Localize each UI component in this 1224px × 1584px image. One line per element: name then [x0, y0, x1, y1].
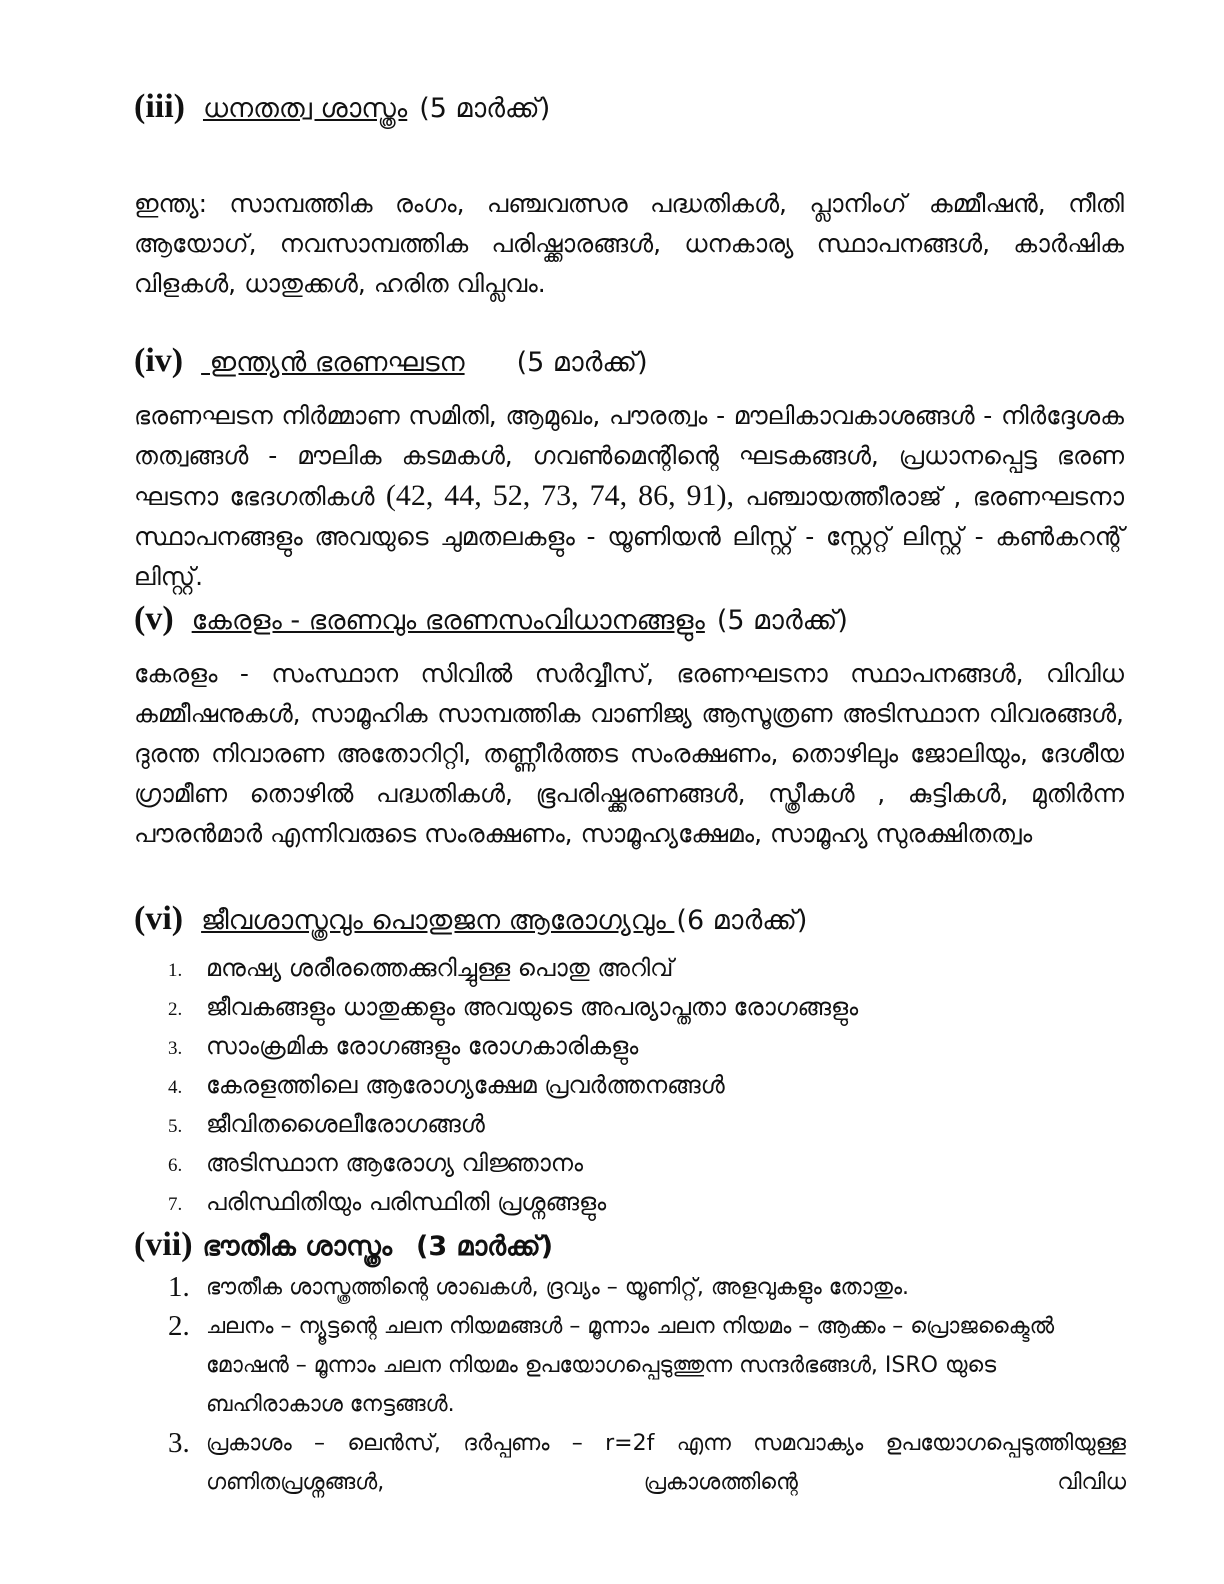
section-number: (iv): [134, 342, 184, 379]
topic-list-vii: [168, 1268, 1126, 1502]
section-body-iii: ഇന്ത്യ: സാമ്പത്തിക രംഗം, പഞ്ചവത്സര പദ്ധതികൾ, പ്ലാനിംഗ് കമ്മീഷൻ, നീതി ആയോഗ്, നവസാമ്പത്തിക പരിഷ്ക്കാരങ്ങൾ, ധനകാര്യ സ്ഥാപനങ്ങൾ, കാർഷിക വിളകൾ, ധാതുക്കൾ, ഹരിത വിപ്ലവം.: [134, 189, 1124, 298]
section-heading-iii: [134, 88, 550, 126]
section-number: (vii): [134, 1226, 193, 1263]
section-heading-vii: [134, 1226, 553, 1264]
section-heading-v: [134, 600, 848, 638]
list-item: 5. ജീവിതശൈലീരോഗങ്ങൾ: [168, 1110, 485, 1138]
section-body-v: കേരളം - സംസ്ഥാന സിവിൽ സർവ്വീസ്, ഭരണഘടനാ സ്ഥാപനങ്ങൾ, വിവിധ കമ്മീഷനുകൾ, സാമൂഹിക സാമ്പത്തിക വാണിജ്യ ആസൂത്രണ അടിസ്ഥാന വിവരങ്ങൾ, ദുരന്ത നിവാരണ അതോറിറ്റി, തണ്ണീർത്തട സംരക്ഷണം, തൊഴിലും ജോലിയും, ദേശീയ ഗ്രാമീണ തൊഴിൽ പദ്ധതികൾ, ഭൂപരിഷ്ക്കരണങ്ങൾ, സ്ത്രീകൾ , കുട്ടികൾ, മുതിർന്ന പൗരൻമാർ എന്നിവരുടെ സംരക്ഷണം, സാമൂഹ്യക്ഷേമം, സാമൂഹ്യ സുരക്ഷിതത്വം: [134, 659, 1124, 848]
section-marks: (5 മാർക്ക്): [419, 93, 551, 124]
body-text: പഞ്ചായത്തീരാജ് , ഭരണഘടനാ സ്ഥാപനങ്ങളും അവയുടെ ചുമതലകളും - യൂണിയൻ ലിസ്റ്റ് - സ്റ്റേറ്റ് ലിസ്റ്റ് - കൺകറന്റ് ലിസ്റ്റ്.: [134, 482, 1124, 591]
list-item: 2. ജീവകങ്ങളും ധാതുക്കളും അവയുടെ അപര്യാപ്തതാ രോഗങ്ങളും: [168, 993, 859, 1021]
list-item: 3. സാംക്രമിക രോഗങ്ങളും രോഗകാരികളും: [168, 1032, 639, 1060]
section-body-iv: [134, 396, 1124, 597]
section-number: (v): [134, 600, 174, 637]
list-item: 1. ഭൗതീക ശാസ്ത്രത്തിന്റെ ശാഖകൾ, ദ്രവ്യം – യൂണിറ്റ്, അളവുകളും തോതും.: [168, 1271, 910, 1303]
section-marks: (5 മാർക്ക്): [516, 347, 648, 378]
section-title: ജീവശാസ്ത്രവും പൊതുജന ആരോഗ്യവും: [201, 905, 675, 936]
topic-list-vi: [168, 954, 1068, 1227]
list-item: 6. അടിസ്ഥാന ആരോഗ്യ വിജ്ഞാനം: [168, 1149, 584, 1177]
section-number: (vi): [134, 900, 184, 937]
list-item: 3. പ്രകാശം – ലെൻസ്, ദർപ്പണം – r=2f എന്ന സമവാക്യം ഉപയോഗപ്പെടുത്തിയുള്ള ഗണിതപ്രശ്നങ്ങൾ, പ്രകാശത്തിന്റെ വിവിധ: [168, 1427, 1126, 1495]
section-heading-iv: [134, 342, 648, 380]
section-title: ധനതത്വ ശാസ്ത്രം: [202, 93, 408, 124]
list-item: 2. ചലനം – ന്യൂട്ടന്റെ ചലന നിയമങ്ങൾ – മൂന്നാം ചലന നിയമം – ആക്കം – പ്രൊജക്ടൈൽ മോഷൻ – മൂന്നാം ചലന നിയമം ഉപയോഗപ്പെടുത്തുന്ന സന്ദർഭങ്ങൾ, ISRO യുടെ ബഹിരാകാശ നേട്ടങ്ങൾ.: [168, 1310, 1055, 1417]
list-item: 4. കേരളത്തിലെ ആരോഗ്യക്ഷേമ പ്രവർത്തനങ്ങൾ: [168, 1071, 725, 1099]
section-title: ഇന്ത്യൻ ഭരണഘടന: [201, 347, 465, 378]
section-title: കേരളം - ഭരണവും ഭരണസംവിധാനങ്ങളും: [191, 605, 705, 636]
section-marks: (5 മാർക്ക്): [716, 605, 848, 636]
section-marks: (6 മാർക്ക്): [676, 905, 808, 936]
section-heading-vi: [134, 900, 807, 938]
section-marks: (3 മാർക്ക്): [416, 1231, 554, 1262]
section-title: ഭൗതീക ശാസ്ത്രം: [202, 1231, 393, 1262]
body-text: ഭരണഘടന നിർമ്മാണ സമിതി, ആമുഖം, പൗരത്വം - മൗലികാവകാശങ്ങൾ - നിർദ്ദേശക തത്വങ്ങൾ - മൗലിക കടമകൾ, ഗവൺമെന്റിന്റെ ഘടകങ്ങൾ, പ്രധാനപ്പെട്ട ഭരണ ഘടനാ ഭേദഗതികൾ: [134, 401, 1124, 511]
section-number: (iii): [134, 88, 185, 125]
list-item: 7. പരിസ്ഥിതിയും പരിസ്ഥിതി പ്രശ്നങ്ങളും: [168, 1188, 607, 1216]
amendment-numbers: (42, 44, 52, 73, 74, 86, 91),: [385, 479, 735, 512]
list-item: 1. മനുഷ്യ ശരീരത്തെക്കുറിച്ചുള്ള പൊതു അറിവ്: [168, 954, 674, 982]
